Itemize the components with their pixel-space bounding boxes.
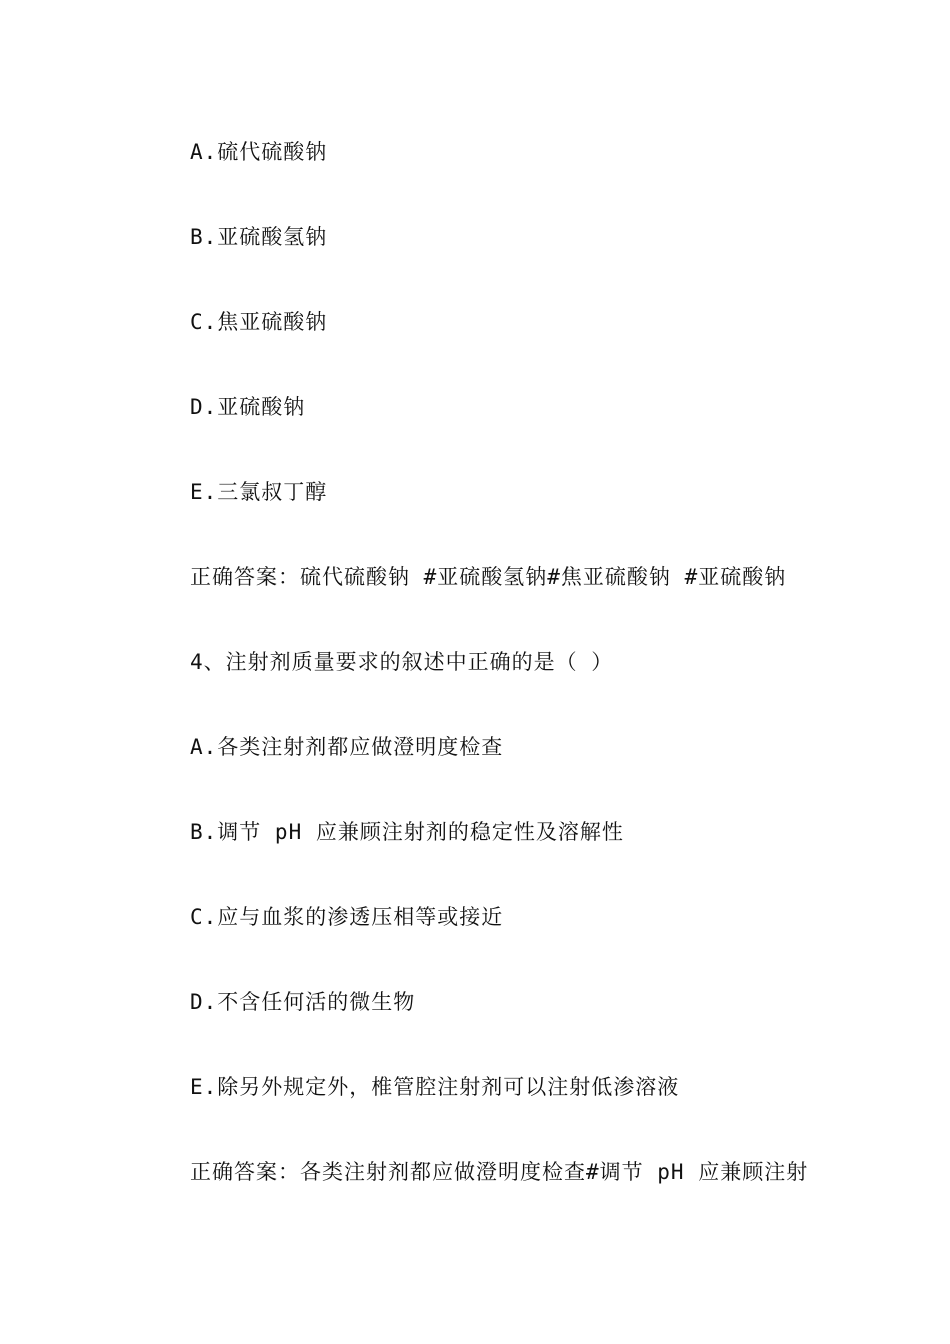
q3-option-a: A.硫代硫酸钠 [190, 140, 328, 164]
q4-stem: 4、注射剂质量要求的叙述中正确的是（ ） [190, 650, 614, 674]
q4-option-a: A.各类注射剂都应做澄明度检查 [190, 735, 504, 759]
q3-option-b: B.亚硫酸氢钠 [190, 225, 328, 249]
q3-option-d: D.亚硫酸钠 [190, 395, 306, 419]
q4-option-c: C.应与血浆的渗透压相等或接近 [190, 905, 504, 929]
q3-answer: 正确答案：硫代硫酸钠 #亚硫酸氢钠#焦亚硫酸钠 #亚硫酸钠 [190, 565, 787, 589]
q4-option-b: B.调节 pH 应兼顾注射剂的稳定性及溶解性 [190, 820, 624, 844]
q4-option-d: D.不含任何活的微生物 [190, 990, 416, 1014]
q3-option-e: E.三氯叔丁醇 [190, 480, 328, 504]
q4-answer: 正确答案：各类注射剂都应做澄明度检查#调节 pH 应兼顾注射 [190, 1160, 809, 1184]
q4-option-e: E.除另外规定外，椎管腔注射剂可以注射低渗溶液 [190, 1075, 680, 1099]
q3-option-c: C.焦亚硫酸钠 [190, 310, 328, 334]
